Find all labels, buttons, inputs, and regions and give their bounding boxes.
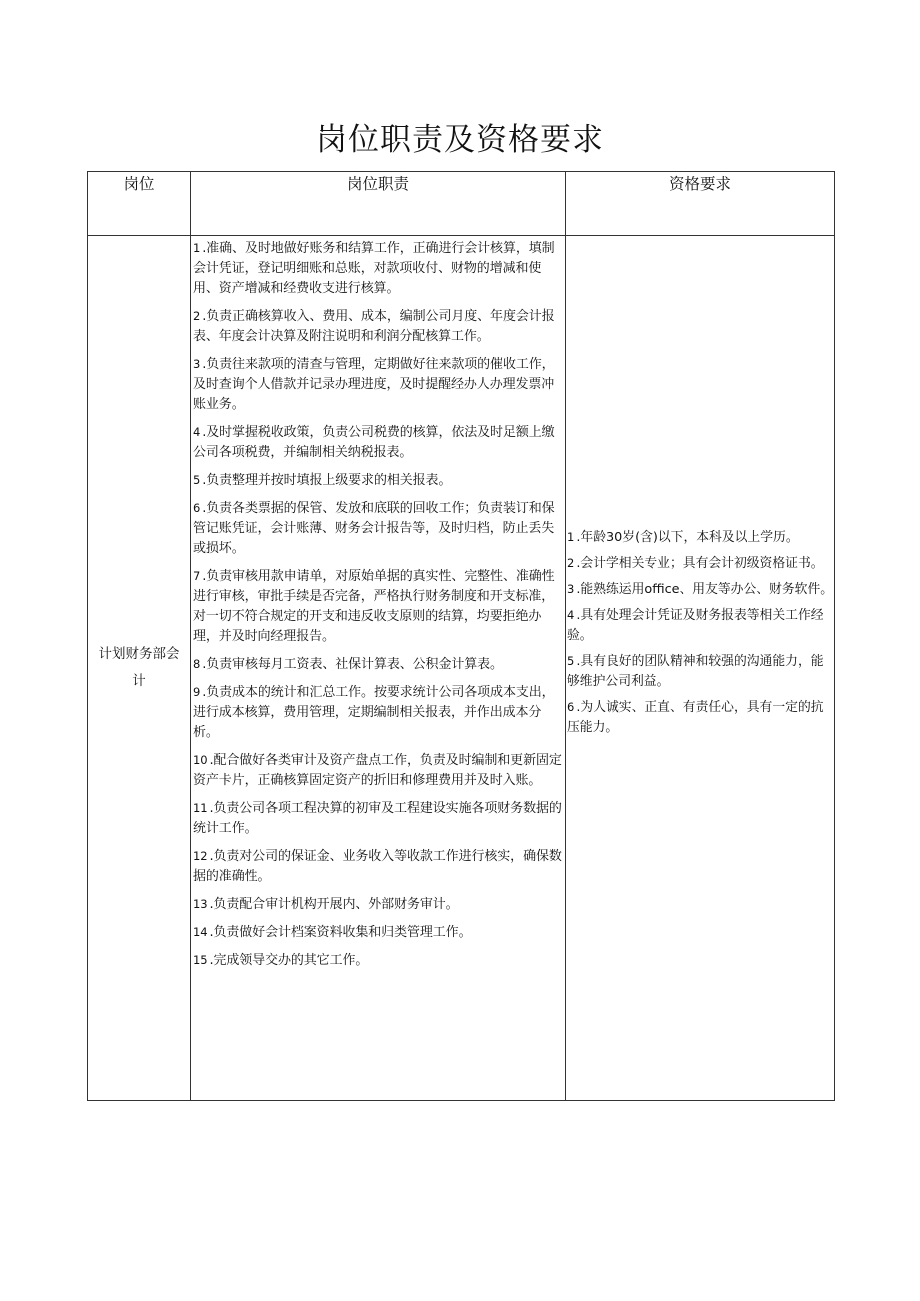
duty-number: 12 (193, 849, 208, 863)
requirements-cell (566, 236, 835, 1101)
duty-text: .完成领导交办的其它工作。 (209, 953, 369, 968)
requirement-number: 1 (567, 530, 575, 544)
duty-item (193, 950, 563, 971)
duty-number: 14 (193, 925, 208, 939)
duty-item (193, 306, 563, 347)
duty-item (193, 422, 563, 463)
duty-number: 13 (193, 897, 208, 911)
duty-item (193, 922, 563, 943)
requirement-number: 5 (567, 654, 575, 668)
duty-item (193, 750, 563, 791)
requirement-text: .为人诚实、正直、有责任心，具有一定的抗压能力。 (567, 700, 824, 735)
header-position: 岗位 (88, 172, 191, 236)
duty-item (193, 654, 563, 675)
duty-text: .负责整理并按时填报上级要求的相关报表。 (202, 473, 452, 488)
requirement-text: .具有处理会计凭证及财务报表等相关工作经验。 (567, 608, 824, 643)
duty-text: .负责审核每月工资表、社保计算表、公积金计算表。 (202, 657, 503, 672)
duty-number: 3 (193, 357, 201, 371)
duties-cell (191, 236, 566, 1101)
duty-text: .及时掌握税收政策，负责公司税费的核算，依法及时足额上缴公司各项税费，并编制相关纳税报表。 (193, 425, 555, 460)
duty-number: 8 (193, 657, 201, 671)
duty-item (193, 798, 563, 839)
duty-number: 2 (193, 309, 201, 323)
requirement-number: 2 (567, 556, 575, 570)
requirement-item (567, 579, 834, 600)
duties-table (87, 171, 835, 1101)
duty-text: .负责配合审计机构开展内、外部财务审计。 (209, 897, 459, 912)
duty-number: 10 (193, 753, 208, 767)
duty-number: 11 (193, 801, 208, 815)
table-body-row (88, 236, 835, 1101)
requirement-text: .年龄30岁(含)以下，本科及以上学历。 (576, 530, 799, 545)
header-duties: 岗位职责 (191, 172, 566, 236)
duties-list (191, 236, 565, 971)
duty-text: .准确、及时地做好账务和结算工作，正确进行会计核算，填制会计凭证，登记明细账和总账，对款项收付、财物的增减和使用、资产增减和经费收支进行核算。 (193, 241, 555, 296)
requirement-item (567, 553, 834, 574)
duty-number: 9 (193, 685, 201, 699)
requirement-text: .能熟练运用office、用友等办公、财务软件。 (576, 582, 834, 597)
table-header-row (88, 172, 835, 236)
position-cell (88, 236, 191, 1101)
requirements-list (566, 527, 834, 743)
requirement-text: .具有良好的团队精神和较强的沟通能力，能够维护公司利益。 (567, 654, 824, 689)
requirement-number: 3 (567, 582, 575, 596)
page-title: 岗位职责及资格要求 (316, 122, 604, 158)
duty-item (193, 682, 563, 743)
requirement-text: .会计学相关专业；具有会计初级资格证书。 (576, 556, 824, 571)
duty-text: .负责公司各项工程决算的初审及工程建设实施各项财务数据的统计工作。 (193, 801, 562, 836)
header-requirements: 资格要求 (566, 172, 835, 236)
duty-number: 7 (193, 569, 201, 583)
duty-number: 5 (193, 473, 201, 487)
requirement-item (567, 651, 834, 692)
duty-text: .负责做好会计档案资料收集和归类管理工作。 (209, 925, 472, 940)
duty-item (193, 566, 563, 647)
duty-item (193, 498, 563, 559)
duty-text: .负责成本的统计和汇总工作。按要求统计公司各项成本支出，进行成本核算，费用管理，定期编制相关报表，并作出成本分析。 (193, 685, 555, 740)
duty-text: .负责审核用款申请单，对原始单据的真实性、完整性、准确性进行审核，审批手续是否完备，严格执行财务制度和开支标准，对一切不符合规定的开支和违反收支原则的结算，均要拒绝办理，并及时向经理报告。 (193, 569, 555, 644)
requirement-item (567, 605, 834, 646)
duty-item (193, 846, 563, 887)
duty-text: .负责对公司的保证金、业务收入等收款工作进行核实，确保数据的准确性。 (193, 849, 562, 884)
requirement-number: 4 (567, 608, 575, 622)
requirement-number: 6 (567, 700, 575, 714)
duty-item (193, 470, 563, 491)
position-name: 计划财务部会计 (98, 646, 180, 689)
duty-number: 1 (193, 241, 201, 255)
duty-item (193, 354, 563, 415)
requirement-item (567, 697, 834, 738)
duty-number: 4 (193, 425, 201, 439)
duty-number: 6 (193, 501, 201, 515)
requirement-item (567, 527, 834, 548)
duty-text: .负责正确核算收入、费用、成本，编制公司月度、年度会计报表、年度会计决算及附注说明和利润分配核算工作。 (193, 309, 555, 344)
duty-item (193, 894, 563, 915)
duty-text: .负责各类票据的保管、发放和底联的回收工作；负责装订和保管记账凭证，会计账薄、财务会计报告等，及时归档，防止丢失或损坏。 (193, 501, 555, 556)
duty-text: .负责往来款项的清查与管理，定期做好往来款项的催收工作，及时查询个人借款并记录办理进度，及时提醒经办人办理发票冲账业务。 (193, 357, 555, 412)
duty-number: 15 (193, 953, 208, 967)
duty-item (193, 238, 563, 299)
duty-text: .配合做好各类审计及资产盘点工作，负责及时编制和更新固定资产卡片，正确核算固定资产的折旧和修理费用并及时入账。 (193, 753, 562, 788)
